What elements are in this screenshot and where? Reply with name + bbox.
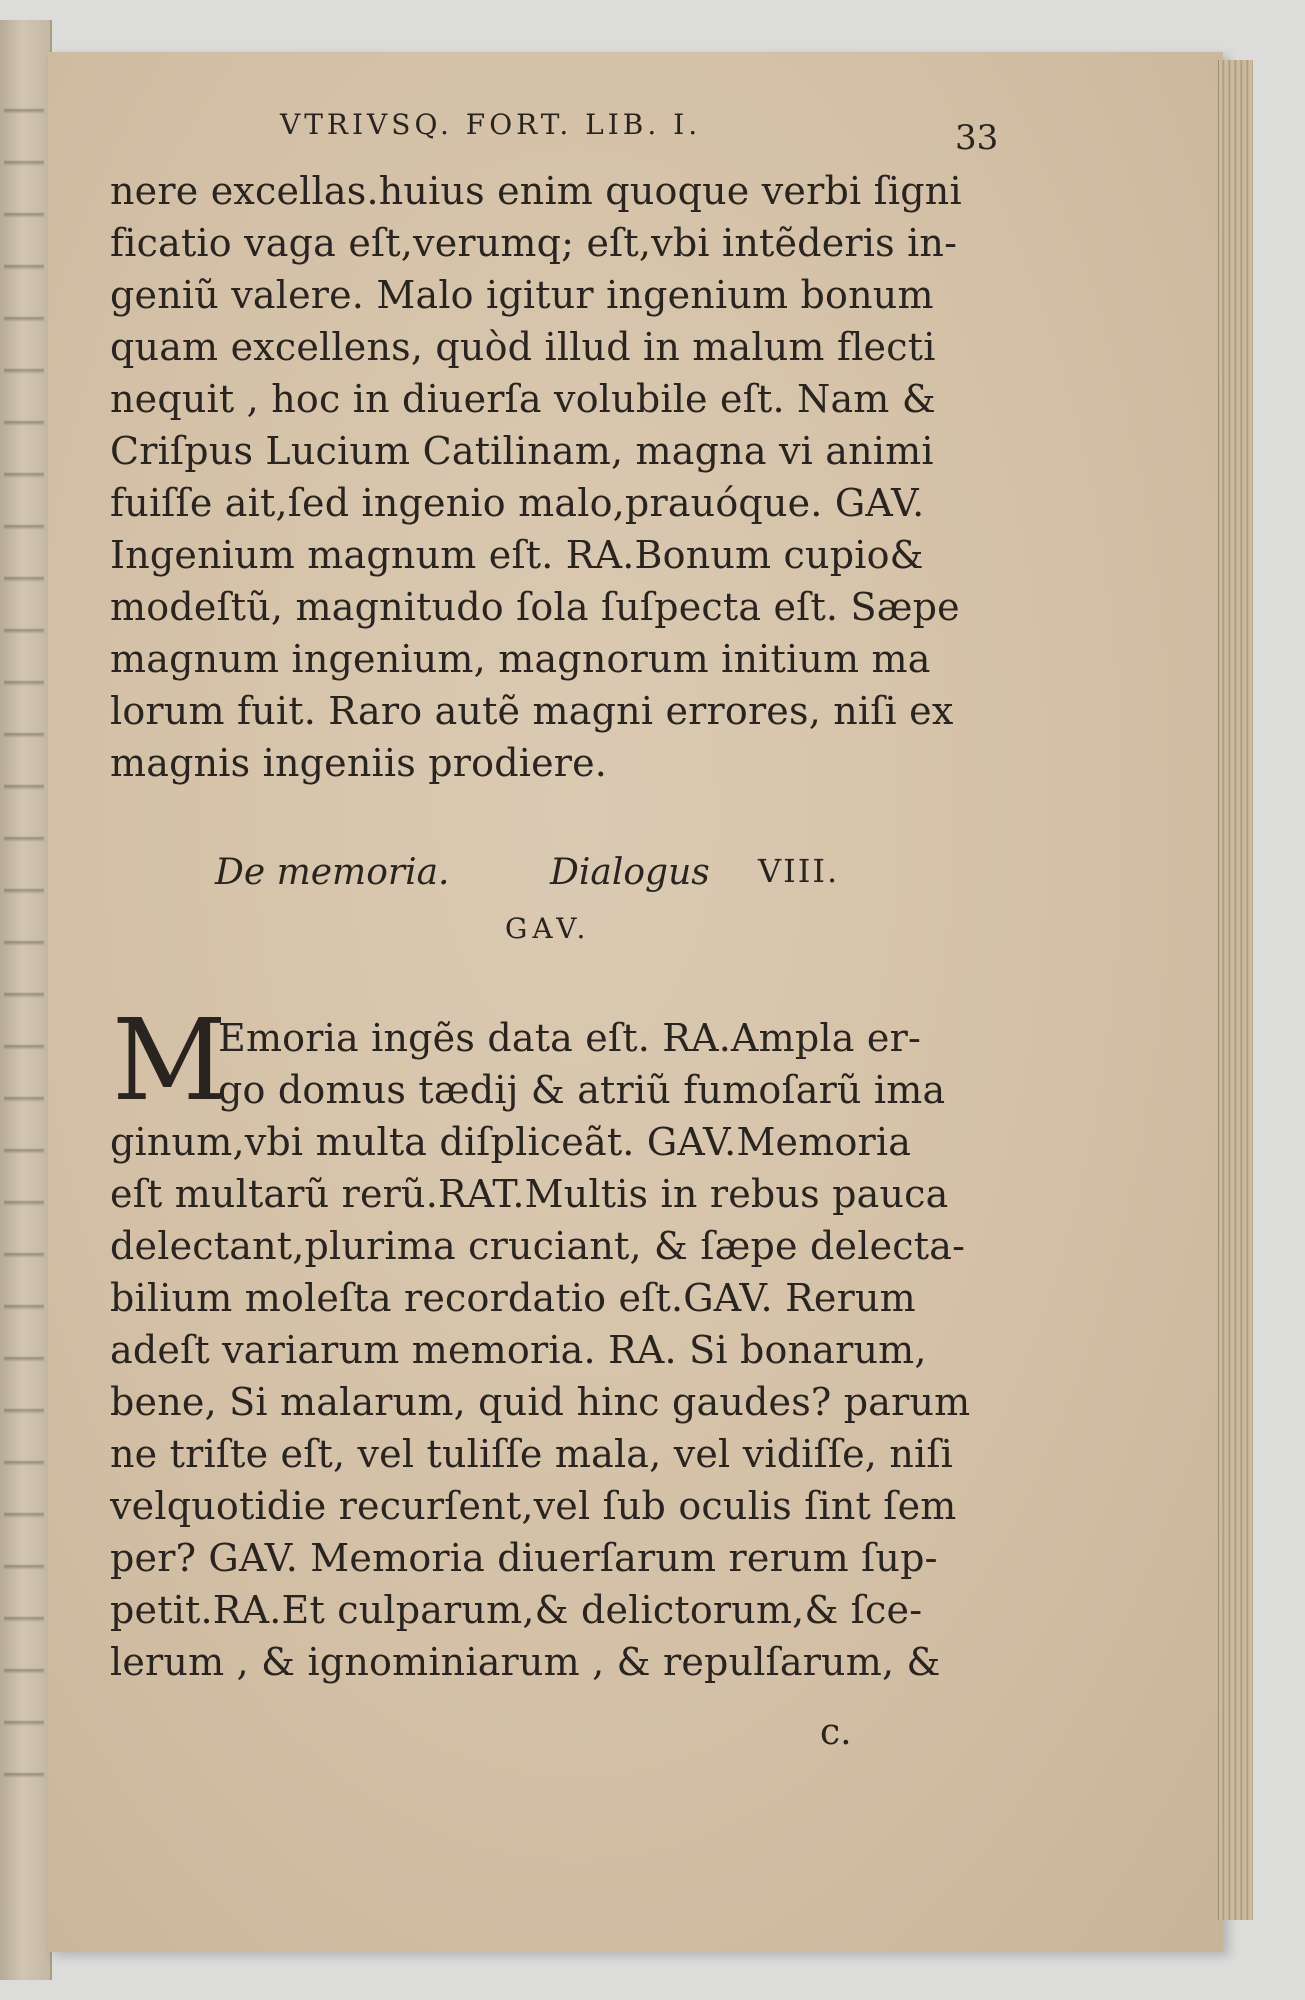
text-line: geniũ valere. Malo igitur ingenium bonum (110, 273, 934, 317)
text-line: Emoria ingẽs data eſt. RA.Ampla er- (218, 1016, 922, 1060)
heading-numeral: VIII. (758, 852, 840, 890)
page-fore-edge (1218, 60, 1253, 1920)
page-number: 33 (955, 118, 999, 158)
text-line: eſt multarũ rerũ.RAT.Multis in rebus pauca (110, 1172, 949, 1216)
text-line: Criſpus Lucium Catilinam, magna vi animi (110, 429, 934, 473)
previous-page-text-shadow (4, 80, 44, 1780)
speaker-label: GAV. (505, 912, 591, 945)
catchword: c. (820, 1712, 852, 1753)
text-line: petit.RA.Et culparum,& delictorum,& ſce- (110, 1588, 923, 1632)
text-line: Ingenium magnum eſt. RA.Bonum cupio& (110, 533, 924, 577)
text-line: ficatio vaga eſt,verumq; eſt,vbi intẽderis in- (110, 221, 958, 265)
text-line: lerum , & ignominiarum , & repulſarum, & (110, 1640, 941, 1684)
text-line: ne triſte eſt, vel tuliſſe mala, vel vidiſſe, niſi (110, 1432, 954, 1476)
text-line: adeſt variarum memoria. RA. Si bonarum, (110, 1328, 927, 1372)
text-line: bene, Si malarum, quid hinc gaudes? parum (110, 1380, 971, 1424)
dialogue-heading (215, 852, 965, 893)
text-line: nequit , hoc in diuerſa volubile eſt. Nam & (110, 377, 936, 421)
text-line: quam excellens, quòd illud in malum flecti (110, 325, 936, 369)
text-line: nere excellas.huius enim quoque verbi ſigni (110, 169, 962, 213)
text-line: ginum,vbi multa diſpliceãt. GAV.Memoria (110, 1120, 912, 1164)
text-block-2 (110, 1012, 1010, 1688)
text-line: bilium moleſta recordatio eſt.GAV. Rerum (110, 1276, 916, 1320)
text-line: go domus tædij & atriũ fumoſarũ ima (218, 1068, 946, 1112)
heading-dialogus: Dialogus (550, 852, 710, 893)
text-line: magnis ingeniis prodiere. (110, 741, 608, 785)
text-line: magnum ingenium, magnorum initium ma (110, 637, 931, 681)
text-line: delectant,plurima cruciant, & ſæpe delecta- (110, 1224, 966, 1268)
text-line: modeſtũ, magnitudo ſola ſuſpecta eſt. Sæpe (110, 585, 960, 629)
text-line: fuiſſe ait,ſed ingenio malo,prauóque. GAV. (110, 481, 925, 525)
drop-cap: M (112, 996, 227, 1126)
previous-page-edge (0, 20, 52, 1980)
heading-title: De memoria. (215, 852, 450, 893)
text-block-1 (110, 165, 1010, 789)
text-line: per? GAV. Memoria diuerſarum rerum ſup- (110, 1536, 938, 1580)
text-line: velquotidie recurſent,vel ſub oculis ſint ſem (110, 1484, 957, 1528)
text-line: lorum fuit. Raro autẽ magni errores, niſi ex (110, 689, 954, 733)
running-head: VTRIVSQ. FORT. LIB. I. (280, 108, 702, 141)
